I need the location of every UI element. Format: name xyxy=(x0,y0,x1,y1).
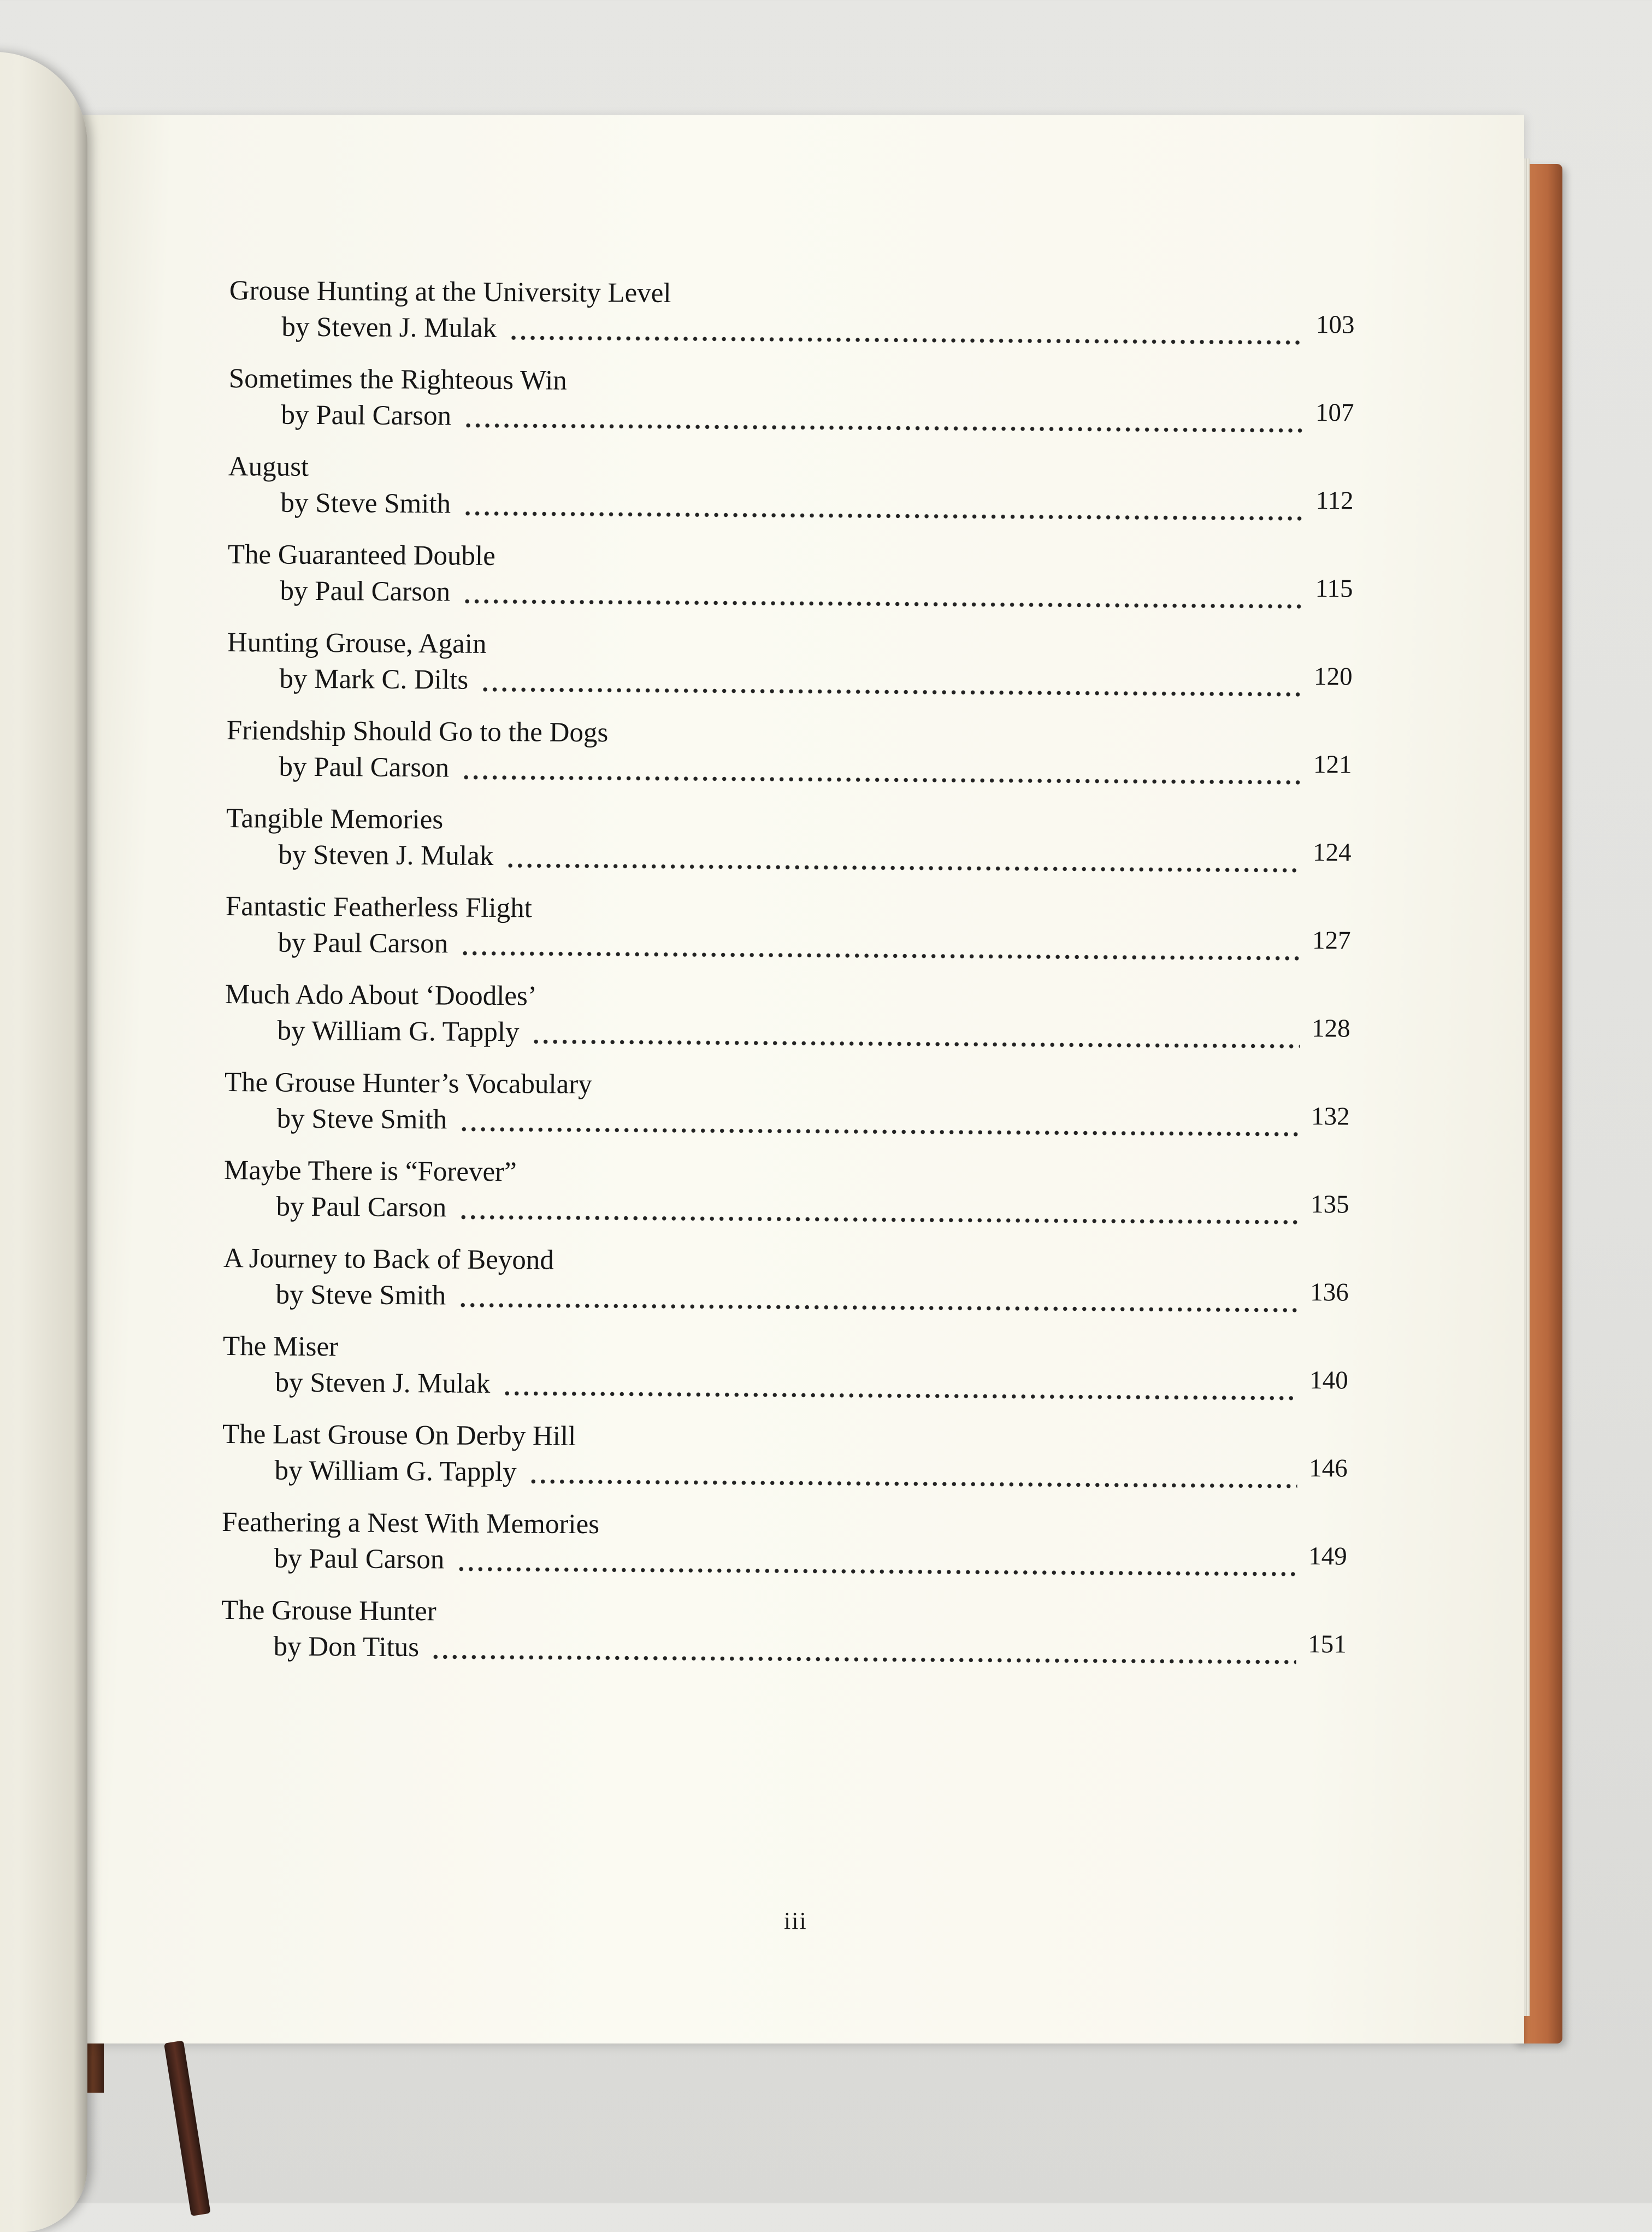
toc-entry-title: The Grouse Hunter xyxy=(221,1594,436,1627)
toc-entry-page-number: 103 xyxy=(1315,310,1355,339)
toc-entry xyxy=(223,1154,1349,1249)
toc-entry-page-number: 146 xyxy=(1309,1454,1348,1483)
toc-entry-author: by Steve Smith xyxy=(280,487,451,520)
dot-leader xyxy=(528,1456,1297,1489)
page-number: iii xyxy=(784,1907,807,1934)
dot-leader xyxy=(531,1016,1300,1049)
toc-entry-author: by Steve Smith xyxy=(276,1103,447,1135)
toc-entry-author: by Steven J. Mulak xyxy=(275,1367,491,1399)
toc-entry-byline xyxy=(275,1367,1348,1406)
toc-entry xyxy=(227,538,1353,633)
toc-entry-title: August xyxy=(228,451,309,482)
toc-entry-byline xyxy=(279,663,1352,702)
toc-entry-page-number: 151 xyxy=(1308,1630,1347,1659)
toc-entry-byline xyxy=(278,839,1351,878)
toc-entry-author: by Paul Carson xyxy=(279,751,450,784)
toc-entry-page-number: 132 xyxy=(1311,1102,1350,1131)
toc-entry xyxy=(225,978,1350,1073)
toc-entry-page-number: 128 xyxy=(1311,1014,1350,1043)
ribbon-bookmark xyxy=(164,2040,211,2216)
toc-entry xyxy=(228,450,1354,545)
toc-entry-page-number: 127 xyxy=(1312,926,1351,955)
toc-entry xyxy=(224,1066,1350,1161)
toc-entry-author: by Steven J. Mulak xyxy=(281,311,497,344)
dot-leader xyxy=(509,312,1304,345)
toc-entry-author: by William G. Tapply xyxy=(274,1455,517,1488)
dot-leader xyxy=(460,928,1300,961)
toc-entry-byline xyxy=(276,1103,1349,1142)
toc-entry xyxy=(222,1330,1348,1425)
toc-entry xyxy=(221,1506,1347,1601)
toc-entry-title: Tangible Memories xyxy=(226,803,444,835)
toc-entry-title: A Journey to Back of Beyond xyxy=(223,1242,554,1276)
toc-entry-title: Feathering a Nest With Memories xyxy=(221,1506,600,1540)
toc-entry-title: Grouse Hunting at the University Level xyxy=(229,275,671,309)
toc-entry-title: Fantastic Featherless Flight xyxy=(225,891,533,924)
toc-entry-byline xyxy=(280,487,1353,526)
toc-entry xyxy=(221,1594,1347,1689)
toc-entry-title: The Last Grouse On Derby Hill xyxy=(222,1418,576,1452)
dot-leader xyxy=(505,840,1301,873)
toc-entry-author: by Paul Carson xyxy=(280,575,451,608)
toc-entry-byline xyxy=(273,1630,1346,1670)
dot-leader xyxy=(463,488,1304,521)
toc-entry-author: by Mark C. Dilts xyxy=(279,663,469,696)
dot-leader xyxy=(456,1544,1296,1577)
toc-entry-title: Much Ado About ‘Doodles’ xyxy=(225,979,537,1012)
dot-leader xyxy=(458,1192,1299,1225)
toc-entry-byline xyxy=(274,1542,1347,1582)
toc-entry xyxy=(225,890,1351,985)
left-page xyxy=(0,52,87,2232)
toc-entry-page-number: 120 xyxy=(1313,662,1353,691)
toc-entry-title: Friendship Should Go to the Dogs xyxy=(226,715,609,749)
toc-entry xyxy=(223,1242,1349,1337)
toc-entry xyxy=(227,626,1353,721)
toc-entry-byline xyxy=(277,1015,1350,1054)
dot-leader xyxy=(480,664,1302,697)
toc-entry-author: by Paul Carson xyxy=(274,1543,445,1575)
toc-entry-byline xyxy=(281,311,1354,350)
toc-entry-page-number: 107 xyxy=(1315,398,1354,427)
toc-entry xyxy=(226,714,1352,809)
toc-entry-author: by Steven J. Mulak xyxy=(278,839,494,871)
toc-entry-author: by William G. Tapply xyxy=(277,1015,520,1048)
dot-leader xyxy=(462,576,1303,609)
toc-entry-page-number: 115 xyxy=(1315,574,1353,603)
dot-leader xyxy=(463,400,1303,433)
dot-leader xyxy=(431,1631,1296,1665)
toc-entry-page-number: 140 xyxy=(1309,1366,1348,1395)
right-page xyxy=(82,115,1524,2043)
toc-entry-page-number: 136 xyxy=(1309,1278,1349,1307)
toc-entry-author: by Don Titus xyxy=(273,1631,420,1663)
toc-entry-title: Maybe There is “Forever” xyxy=(223,1155,517,1188)
toc-entry-author: by Paul Carson xyxy=(276,1191,447,1223)
toc-entry-title: The Grouse Hunter’s Vocabulary xyxy=(224,1067,592,1100)
toc-entry-author: by Paul Carson xyxy=(281,399,452,432)
toc-entry-page-number: 112 xyxy=(1315,486,1354,515)
toc-entry-byline xyxy=(279,751,1352,790)
table-of-contents xyxy=(221,274,1355,1689)
dot-leader xyxy=(459,1104,1299,1137)
toc-entry-title: Sometimes the Righteous Win xyxy=(228,363,567,396)
toc-entry-byline xyxy=(276,1191,1349,1230)
toc-entry-byline xyxy=(278,927,1350,966)
toc-entry-title: The Miser xyxy=(222,1330,339,1363)
toc-entry-page-number: 124 xyxy=(1312,838,1352,867)
toc-entry-page-number: 135 xyxy=(1310,1190,1349,1219)
toc-entry-title: The Guaranteed Double xyxy=(227,539,495,572)
dot-leader xyxy=(461,752,1301,785)
toc-entry xyxy=(228,362,1354,457)
toc-entry-byline xyxy=(281,399,1354,438)
toc-entry-author: by Paul Carson xyxy=(278,927,449,959)
toc-entry-author: by Steve Smith xyxy=(275,1279,446,1311)
toc-entry xyxy=(226,802,1352,897)
toc-entry-page-number: 149 xyxy=(1308,1542,1347,1571)
toc-entry-page-number: 121 xyxy=(1313,750,1352,779)
toc-entry-title: Hunting Grouse, Again xyxy=(227,627,487,659)
toc-entry-byline xyxy=(280,575,1353,614)
toc-entry-byline xyxy=(274,1454,1347,1494)
toc-entry xyxy=(222,1418,1348,1513)
toc-entry-byline xyxy=(275,1279,1348,1318)
dot-leader xyxy=(502,1368,1297,1401)
dot-leader xyxy=(458,1280,1298,1313)
toc-entry xyxy=(229,274,1355,369)
